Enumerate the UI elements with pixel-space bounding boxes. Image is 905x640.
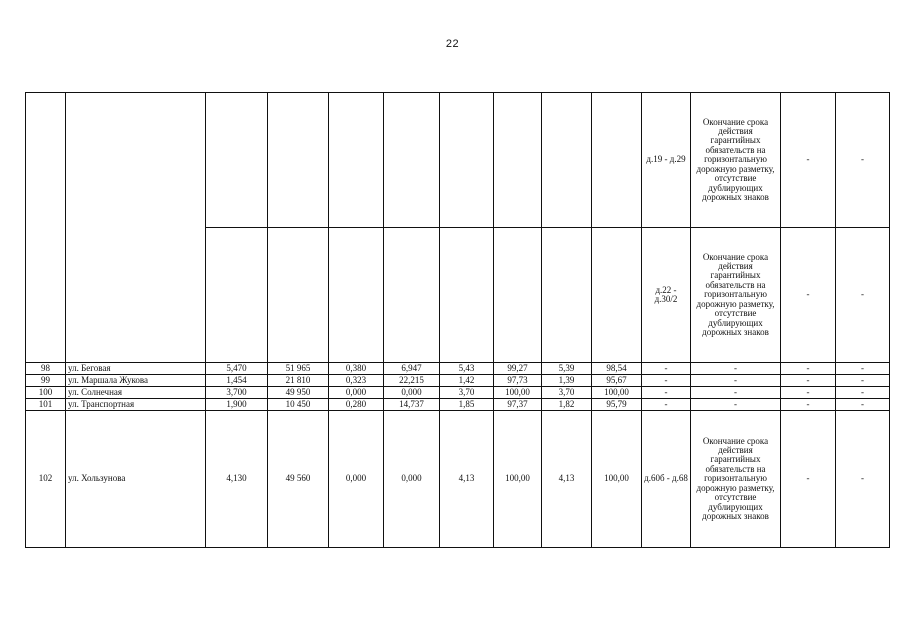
cell-value: 100,00: [494, 387, 542, 399]
cell-empty: [268, 93, 329, 228]
cell-col14: -: [781, 399, 836, 411]
cell-street: ул. Транспортная: [66, 399, 206, 411]
cell-value: 95,79: [592, 399, 642, 411]
cell-value: 100,00: [592, 387, 642, 399]
cell-value: 98,54: [592, 363, 642, 375]
cell-reason: -: [691, 375, 781, 387]
cell-reason: Окончание срока действия гарантийных обязательств на горизонтальную дорожную разметку, отсутствие дублирующих дорожных знаков: [691, 93, 781, 228]
cell-empty: [329, 228, 384, 363]
cell-street: ул. Беговая: [66, 363, 206, 375]
cell-empty: [592, 93, 642, 228]
cell-value: 0,323: [329, 375, 384, 387]
table-row: [26, 399, 890, 411]
cell-length: 5,470: [206, 363, 268, 375]
cell-value: 95,67: [592, 375, 642, 387]
cell-value: 97,37: [494, 399, 542, 411]
cell-value: 1,85: [440, 399, 494, 411]
cell-value: 0,000: [329, 387, 384, 399]
cell-street: ул. Маршала Жукова: [66, 375, 206, 387]
cell-value: 22,215: [384, 375, 440, 387]
cell-length: 1,900: [206, 399, 268, 411]
cell-col15: -: [836, 375, 890, 387]
road-marking-table: [25, 92, 890, 548]
cell-street: ул. Хользунова: [66, 411, 206, 548]
cell-col14: -: [781, 411, 836, 548]
cell-area: 10 450: [268, 399, 329, 411]
cell-col15: -: [836, 399, 890, 411]
cell-section: -: [642, 399, 691, 411]
cell-col14: -: [781, 93, 836, 228]
cell-value: 14,737: [384, 399, 440, 411]
cell-reason: -: [691, 399, 781, 411]
cell-street-empty: [66, 93, 206, 363]
cell-empty: [329, 93, 384, 228]
cell-empty: [206, 228, 268, 363]
cell-value: 3,70: [542, 387, 592, 399]
cell-street: ул. Солнечная: [66, 387, 206, 399]
cell-value: 3,70: [440, 387, 494, 399]
cell-empty: [384, 228, 440, 363]
table-row: [26, 387, 890, 399]
cell-value: 0,380: [329, 363, 384, 375]
cell-empty: [494, 93, 542, 228]
cell-empty: [206, 93, 268, 228]
cell-num: 98: [26, 363, 66, 375]
cell-value: 4,13: [542, 411, 592, 548]
cell-section: -: [642, 363, 691, 375]
cell-value: 100,00: [494, 411, 542, 548]
cell-value: 0,000: [384, 411, 440, 548]
cell-num-empty: [26, 93, 66, 363]
cell-num: 102: [26, 411, 66, 548]
cell-area: 49 950: [268, 387, 329, 399]
table-row: [26, 411, 890, 548]
cell-value: 99,27: [494, 363, 542, 375]
cell-empty: [592, 228, 642, 363]
cell-col15: -: [836, 228, 890, 363]
cell-reason: Окончание срока действия гарантийных обязательств на горизонтальную дорожную разметку, отсутствие дублирующих дорожных знаков: [691, 228, 781, 363]
table-row: [26, 93, 890, 228]
cell-section: д.19 - д.29: [642, 93, 691, 228]
cell-col15: -: [836, 411, 890, 548]
cell-num: 100: [26, 387, 66, 399]
cell-length: 3,700: [206, 387, 268, 399]
cell-value: 0,280: [329, 399, 384, 411]
cell-value: 4,13: [440, 411, 494, 548]
cell-empty: [268, 228, 329, 363]
cell-section: д.22 - д.30/2: [642, 228, 691, 363]
cell-empty: [440, 228, 494, 363]
cell-area: 51 965: [268, 363, 329, 375]
cell-value: 0,000: [329, 411, 384, 548]
cell-area: 21 810: [268, 375, 329, 387]
cell-value: 1,82: [542, 399, 592, 411]
cell-length: 1,454: [206, 375, 268, 387]
cell-area: 49 560: [268, 411, 329, 548]
cell-value: 5,39: [542, 363, 592, 375]
cell-empty: [494, 228, 542, 363]
cell-value: 0,000: [384, 387, 440, 399]
cell-section: -: [642, 387, 691, 399]
table-row: [26, 363, 890, 375]
cell-reason: Окончание срока действия гарантийных обязательств на горизонтальную дорожную разметку, отсутствие дублирующих дорожных знаков: [691, 411, 781, 548]
cell-col15: -: [836, 363, 890, 375]
cell-value: 6,947: [384, 363, 440, 375]
table-row: [26, 375, 890, 387]
cell-section: -: [642, 375, 691, 387]
cell-num: 99: [26, 375, 66, 387]
cell-col15: -: [836, 93, 890, 228]
cell-num: 101: [26, 399, 66, 411]
cell-col15: -: [836, 387, 890, 399]
cell-value: 5,43: [440, 363, 494, 375]
cell-empty: [542, 228, 592, 363]
cell-col14: -: [781, 375, 836, 387]
cell-section: д.60б - д.68: [642, 411, 691, 548]
cell-empty: [440, 93, 494, 228]
page-number: 22: [445, 38, 460, 50]
cell-length: 4,130: [206, 411, 268, 548]
cell-value: 1,39: [542, 375, 592, 387]
cell-col14: -: [781, 228, 836, 363]
cell-col14: -: [781, 387, 836, 399]
cell-empty: [542, 93, 592, 228]
cell-empty: [384, 93, 440, 228]
cell-reason: -: [691, 363, 781, 375]
cell-value: 97,73: [494, 375, 542, 387]
cell-value: 1,42: [440, 375, 494, 387]
cell-reason: -: [691, 387, 781, 399]
cell-col14: -: [781, 363, 836, 375]
cell-value: 100,00: [592, 411, 642, 548]
